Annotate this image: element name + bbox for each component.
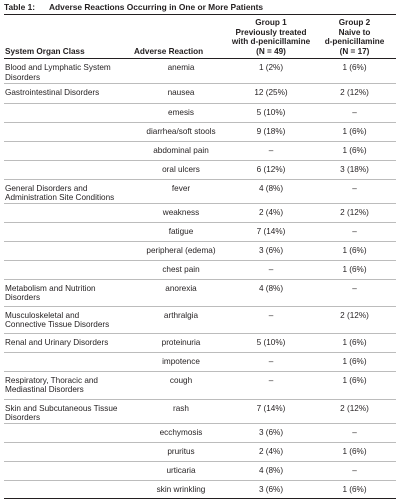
table-row: [4, 179, 396, 203]
header-group-2-line: d-penicillamine: [324, 37, 385, 47]
header-adverse-reaction: Adverse Reaction: [133, 15, 229, 59]
table-row: [4, 423, 396, 442]
cell-system-organ-class: [4, 480, 133, 498]
cell-group-1-value: 5 (10%): [229, 333, 313, 352]
cell-group-2-value: 1 (6%): [313, 352, 396, 371]
table-row: [4, 461, 396, 480]
system-organ-class-line: Disorders: [5, 72, 41, 82]
cell-group-1-value: 4 (8%): [229, 279, 313, 306]
cell-group-1-value: 4 (8%): [229, 179, 313, 203]
cell-system-organ-class: [4, 59, 133, 83]
system-organ-class-line: General Disorders and: [5, 183, 88, 193]
cell-system-organ-class: [4, 179, 133, 203]
system-organ-class-line: Connective Tissue Disorders: [5, 320, 110, 330]
cell-system-organ-class: [4, 371, 133, 399]
header-group-2-line: Naive to: [338, 27, 371, 37]
cell-group-2-value: 1 (6%): [313, 122, 396, 141]
cell-group-2-value: 1 (6%): [313, 241, 396, 260]
cell-group-2-value: –: [313, 461, 396, 480]
table-row: [4, 480, 396, 498]
cell-adverse-reaction: anorexia: [133, 279, 229, 306]
header-group-1-line: (N = 49): [256, 46, 286, 56]
cell-group-2-value: 3 (18%): [313, 160, 396, 179]
cell-adverse-reaction: anemia: [133, 59, 229, 83]
cell-group-2-value: 2 (12%): [313, 306, 396, 333]
cell-system-organ-class: [4, 160, 133, 179]
header-group-2: [313, 15, 396, 59]
system-organ-class-line: Skin and Subcutaneous Tissue: [5, 403, 118, 413]
cell-system-organ-class: [4, 203, 133, 222]
cell-group-2-value: –: [313, 423, 396, 442]
table-row: [4, 203, 396, 222]
cell-group-2-value: –: [313, 179, 396, 203]
table-row: [4, 279, 396, 306]
cell-system-organ-class: [4, 333, 133, 352]
cell-group-1-value: –: [229, 260, 313, 279]
cell-system-organ-class: [4, 352, 133, 371]
adverse-reactions-table: [4, 15, 396, 499]
cell-group-2-value: –: [313, 222, 396, 241]
cell-adverse-reaction: oral ulcers: [133, 160, 229, 179]
table-row: [4, 141, 396, 160]
table-row: [4, 83, 396, 103]
cell-system-organ-class: [4, 461, 133, 480]
cell-adverse-reaction: ecchymosis: [133, 423, 229, 442]
header-group-1-line: Previously treated: [235, 27, 307, 37]
cell-system-organ-class: [4, 122, 133, 141]
system-organ-class-line: Mediastinal Disorders: [5, 385, 84, 395]
system-organ-class-line: Respiratory, Thoracic and: [5, 375, 98, 385]
table-row: [4, 241, 396, 260]
cell-adverse-reaction: peripheral (edema): [133, 241, 229, 260]
header-group-1: [229, 15, 313, 59]
table-row: [4, 333, 396, 352]
table-row: [4, 306, 396, 333]
table-row: [4, 122, 396, 141]
cell-system-organ-class: [4, 83, 133, 103]
table-row: [4, 260, 396, 279]
system-organ-class-line: Administration Site Conditions: [5, 193, 115, 203]
table-row: [4, 352, 396, 371]
table-row: [4, 442, 396, 461]
cell-group-1-value: 7 (14%): [229, 222, 313, 241]
cell-adverse-reaction: rash: [133, 399, 229, 423]
cell-system-organ-class: [4, 241, 133, 260]
table-row: [4, 371, 396, 399]
cell-group-1-value: 3 (6%): [229, 241, 313, 260]
cell-group-1-value: –: [229, 306, 313, 333]
cell-group-1-value: 9 (18%): [229, 122, 313, 141]
table-row: [4, 160, 396, 179]
cell-system-organ-class: [4, 103, 133, 122]
cell-group-1-value: 7 (14%): [229, 399, 313, 423]
cell-system-organ-class: [4, 423, 133, 442]
system-organ-class-line: Disorders: [5, 413, 41, 423]
system-organ-class-line: Disorders: [5, 293, 41, 303]
cell-adverse-reaction: proteinuria: [133, 333, 229, 352]
cell-adverse-reaction: fatigue: [133, 222, 229, 241]
cell-group-2-value: 2 (12%): [313, 203, 396, 222]
cell-group-1-value: 3 (6%): [229, 480, 313, 498]
header-row: [4, 15, 396, 59]
cell-group-1-value: 2 (4%): [229, 442, 313, 461]
cell-system-organ-class: [4, 306, 133, 333]
cell-group-1-value: 5 (10%): [229, 103, 313, 122]
cell-adverse-reaction: impotence: [133, 352, 229, 371]
cell-group-2-value: 1 (6%): [313, 442, 396, 461]
header-group-1-line: with d-penicillamine: [231, 37, 311, 47]
cell-adverse-reaction: cough: [133, 371, 229, 399]
table-title: Adverse Reactions Occurring in One or More Patients: [49, 2, 264, 12]
cell-group-2-value: 1 (6%): [313, 260, 396, 279]
cell-adverse-reaction: nausea: [133, 83, 229, 103]
cell-group-2-value: –: [313, 103, 396, 122]
cell-group-1-value: 2 (4%): [229, 203, 313, 222]
cell-group-2-value: 1 (6%): [313, 59, 396, 83]
table-title-bar: [4, 0, 396, 15]
cell-group-1-value: 3 (6%): [229, 423, 313, 442]
header-group-2-line: (N = 17): [339, 46, 370, 56]
cell-adverse-reaction: abdominal pain: [133, 141, 229, 160]
table-number: Table 1:: [4, 2, 36, 12]
cell-group-2-value: 1 (6%): [313, 333, 396, 352]
system-organ-class-line: Gastrointestinal Disorders: [5, 87, 100, 97]
cell-system-organ-class: [4, 279, 133, 306]
cell-adverse-reaction: arthralgia: [133, 306, 229, 333]
cell-system-organ-class: [4, 399, 133, 423]
cell-system-organ-class: [4, 442, 133, 461]
system-organ-class-line: Renal and Urinary Disorders: [5, 337, 109, 347]
cell-system-organ-class: [4, 141, 133, 160]
cell-adverse-reaction: skin wrinkling: [133, 480, 229, 498]
system-organ-class-line: Musculoskeletal and: [5, 310, 80, 320]
cell-group-1-value: 12 (25%): [229, 83, 313, 103]
cell-group-2-value: 1 (6%): [313, 371, 396, 399]
cell-group-1-value: 6 (12%): [229, 160, 313, 179]
header-group-2-line: Group 2: [338, 18, 371, 27]
cell-group-2-value: 2 (12%): [313, 83, 396, 103]
table-header: [4, 15, 396, 59]
cell-group-2-value: 1 (6%): [313, 141, 396, 160]
cell-group-1-value: 4 (8%): [229, 461, 313, 480]
cell-group-2-value: –: [313, 279, 396, 306]
header-group-1-line: Group 1: [255, 18, 287, 27]
table-row: [4, 399, 396, 423]
table-row: [4, 59, 396, 83]
cell-group-1-value: –: [229, 352, 313, 371]
cell-adverse-reaction: diarrhea/soft stools: [133, 122, 229, 141]
table-body: [4, 59, 396, 499]
adverse-reactions-table-container: [4, 0, 396, 499]
cell-group-2-value: 2 (12%): [313, 399, 396, 423]
cell-adverse-reaction: chest pain: [133, 260, 229, 279]
cell-adverse-reaction: fever: [133, 179, 229, 203]
cell-group-2-value: 1 (6%): [313, 480, 396, 498]
cell-adverse-reaction: pruritus: [133, 442, 229, 461]
cell-group-1-value: –: [229, 371, 313, 399]
system-organ-class-line: Blood and Lymphatic System: [5, 63, 111, 73]
cell-adverse-reaction: urticaria: [133, 461, 229, 480]
cell-group-1-value: 1 (2%): [229, 59, 313, 83]
cell-system-organ-class: [4, 260, 133, 279]
table-row: [4, 222, 396, 241]
cell-group-1-value: –: [229, 141, 313, 160]
system-organ-class-line: Metabolism and Nutrition: [5, 283, 96, 293]
table-row: [4, 103, 396, 122]
cell-system-organ-class: [4, 222, 133, 241]
cell-adverse-reaction: weakness: [133, 203, 229, 222]
cell-adverse-reaction: emesis: [133, 103, 229, 122]
header-system-organ-class: System Organ Class: [4, 15, 133, 59]
